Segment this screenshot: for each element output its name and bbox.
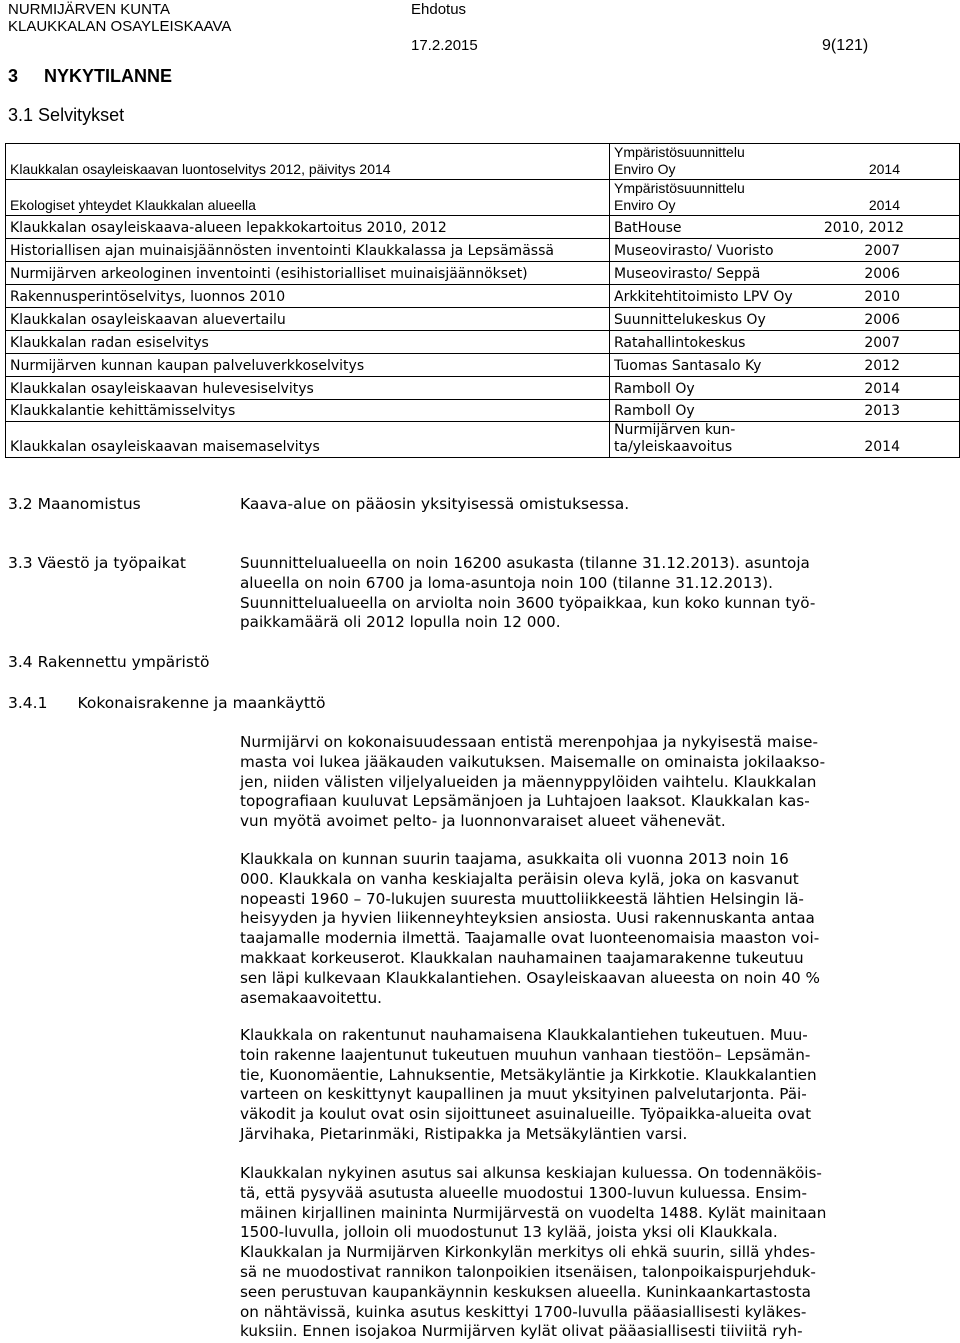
study-title: Ekologiset yhteydet Klaukkalan alueella [6, 180, 610, 216]
section-number: 3.1 [8, 105, 34, 125]
study-author-cont: Enviro Oy [614, 197, 676, 213]
text-line: Klaukkala on rakentunut nauhamaisena Klaukkalantiehen tukeutuen. Muu- [240, 1026, 808, 1044]
study-author-year [610, 216, 960, 239]
text-line: kuksiin. Ennen isojakoa Nurmijärven kylät olivat pääasiallisesti tiiviitä ryh- [240, 1322, 803, 1341]
study-author-year [610, 308, 960, 331]
section-3-1-heading [8, 105, 124, 126]
table-row [6, 354, 960, 377]
text-line: makkaat korkeuserot. Klaukkalan nauhamainen taajamarakenne tukeutuu [240, 948, 804, 967]
study-title: Nurmijärven arkeologinen inventointi (esihistorialliset muinaisjäännökset) [6, 262, 610, 285]
study-author: Nurmijärven kun- [614, 422, 736, 438]
study-author-year [610, 422, 960, 458]
study-year: 2012 [864, 358, 900, 374]
section-3-4-heading [8, 653, 210, 671]
table-row [6, 144, 960, 180]
section-title: Maanomistus [37, 495, 141, 513]
study-year: 2013 [864, 403, 900, 419]
study-author: Ympäristösuunnittelu [614, 144, 745, 160]
table-row [6, 216, 960, 239]
study-title: Klaukkalan osayleiskaava-alueen lepakkokartoitus 2010, 2012 [6, 216, 610, 239]
study-author: Ratahallintokeskus [614, 335, 746, 351]
study-year: 2010, 2012 [823, 220, 904, 236]
section-3-2-heading [8, 495, 141, 513]
table-row [6, 422, 960, 458]
study-author: BatHouse [614, 220, 682, 236]
text-line: Klaukkala on kunnan suurin taajama, asukkaita oli vuonna 2013 noin 16 [240, 850, 789, 868]
study-year: 2007 [864, 243, 900, 259]
section-number: 3.2 [8, 495, 33, 513]
study-author: Suunnittelukeskus Oy [614, 312, 766, 328]
study-year: 2006 [864, 312, 900, 328]
study-author: Arkkitehtitoimisto LPV Oy [614, 289, 793, 305]
study-title: Klaukkalan osayleiskaavan aluevertailu [6, 308, 610, 331]
section-title: Selvitykset [38, 105, 125, 125]
table-row [6, 377, 960, 400]
paragraph-3 [240, 1026, 872, 1145]
study-author-year [610, 354, 960, 377]
study-author: Ramboll Oy [614, 381, 695, 397]
text-line: mäinen kirjallinen maininta Nurmijärvestä on vuodelta 1488. Kylät mainitaan [240, 1203, 827, 1222]
text-line: jen, niiden välisten viljelyalueiden ja mäennyppylöiden vaihtelu. Klaukkalan [240, 772, 817, 791]
text-line: nopeasti 1960 – 70-lukujen suuresta muuttoliikkeestä lähtien Helsingin lä- [240, 889, 804, 908]
study-author-year [610, 180, 960, 216]
text-line: Suunnittelualueella on noin 16200 asukasta (tilanne 31.12.2013). asuntoja [240, 554, 810, 572]
table-row [6, 331, 960, 354]
text-line: paikkamäärä oli 2012 lopulla noin 12 000. [240, 613, 561, 632]
study-author-year [610, 239, 960, 262]
section-number: 3.4 [8, 653, 33, 671]
study-author-cont: ta/yleiskaavoitus [614, 439, 733, 455]
table-row [6, 239, 960, 262]
table-row [6, 308, 960, 331]
study-title: Klaukkalan osayleiskaavan luontoselvitys 2012, päivitys 2014 [6, 144, 610, 180]
study-year: 2006 [864, 266, 900, 282]
study-author: Ramboll Oy [614, 403, 695, 419]
section-3-3-heading [8, 554, 186, 572]
text-line: Nurmijärvi on kokonaisuudessaan entistä merenpohjaa ja nykyisestä maise- [240, 733, 818, 751]
header-date: 17.2.2015 [411, 37, 478, 54]
study-title: Klaukkalan radan esiselvitys [6, 331, 610, 354]
study-year: 2014 [868, 161, 900, 177]
study-title: Klaukkalan osayleiskaavan hulevesiselvitys [6, 377, 610, 400]
studies-table [5, 143, 960, 458]
text-line: asemakaavoitettu. [240, 988, 382, 1007]
text-line: tä, että pysyvää asutusta alueelle muodostui 1300-luvun kuluessa. Ensim- [240, 1183, 807, 1202]
section-3-3-text [240, 554, 872, 633]
study-author: Museovirasto/ Seppä [614, 266, 761, 282]
paragraph-1 [240, 733, 872, 832]
text-line: alueella on noin 6700 ja loma-asuntoja noin 100 (tilanne 31.12.2013). [240, 573, 773, 592]
study-author-cont: Enviro Oy [614, 161, 676, 177]
section-number: 3.4.1 [8, 694, 48, 712]
table-row [6, 285, 960, 308]
study-author-year [610, 262, 960, 285]
text-line: väkodit ja koulut ovat osin sijoittuneet asuinalueille. Työpaikka-alueita ovat [240, 1105, 812, 1124]
study-author-year [610, 285, 960, 308]
header-page: 9(121) [822, 37, 869, 54]
header-status: Ehdotus [411, 1, 467, 18]
study-author-year [610, 331, 960, 354]
study-year: 2007 [864, 335, 900, 351]
text-line: 1500-luvulla, jolloin oli muodostunut 13 kylää, joista yksi oli Klaukkala. [240, 1223, 778, 1242]
study-author: Ympäristösuunnittelu [614, 180, 745, 196]
text-line: Suunnittelualueella on arviolta noin 3600 työpaikkaa, kun koko kunnan työ- [240, 593, 816, 612]
header-plan: KLAUKKALAN OSAYLEISKAAVA [8, 18, 232, 35]
section-3-2-text: Kaava-alue on pääosin yksityisessä omistuksessa. [240, 495, 630, 513]
study-year: 2010 [864, 289, 900, 305]
table-row [6, 262, 960, 285]
section-3-heading [8, 66, 172, 87]
study-title: Klaukkalan osayleiskaavan maisemaselvitys [6, 422, 610, 458]
text-line: tie, Kuonomäentie, Lahnuksentie, Metsäkyläntie ja Kirkkotie. Klaukkalantien [240, 1065, 817, 1084]
text-line: varteen on keskittynyt kaupallinen ja muut yksityinen palvelutarjonta. Päi- [240, 1085, 807, 1104]
text-line: Järvihaka, Pietarinmäki, Ristipakka ja Metsäkyläntien varsi. [240, 1124, 688, 1143]
section-title: Rakennettu ympäristö [37, 653, 210, 671]
text-line: heisyyden ja hyvien liikenneyhteyksien ansiosta. Uusi rakennuskanta antaa [240, 909, 815, 928]
study-author: Tuomas Santasalo Ky [614, 358, 762, 374]
header-org: NURMIJÄRVEN KUNTA [8, 1, 170, 18]
table-row [6, 400, 960, 422]
study-author-year [610, 377, 960, 400]
section-number: 3.3 [8, 554, 33, 572]
paragraph-2 [240, 850, 872, 1008]
text-line: vun myötä avoimet pelto- ja luonnonvaraiset alueet vähenevät. [240, 812, 726, 831]
text-line: seen perustuvan kaupankäynnin keskuksen alueella. Kuninkaankartastosta [240, 1282, 811, 1301]
study-author-year [610, 400, 960, 422]
text-line: masta voi lukea jääkauden vaikutuksen. Maisemalle on ominaista jokilaakso- [240, 752, 826, 771]
study-title: Klaukkalantie kehittämisselvitys [6, 400, 610, 422]
text-line: on nähtävissä, kuinka asutus keskittyi 1700-luvulla pääasiallisesti kyläkes- [240, 1302, 807, 1321]
section-number: 3 [8, 66, 19, 86]
section-title: Kokonaisrakenne ja maankäyttö [77, 694, 326, 712]
study-year: 2014 [864, 439, 900, 455]
study-year: 2014 [864, 381, 900, 397]
section-title: NYKYTILANNE [44, 66, 173, 86]
study-year: 2014 [868, 197, 900, 213]
text-line: Klaukkalan ja Nurmijärven Kirkonkylän merkitys oli ehkä suurin, sillä yhdes- [240, 1243, 816, 1262]
study-author-year [610, 144, 960, 180]
study-title: Nurmijärven kunnan kaupan palveluverkkoselvitys [6, 354, 610, 377]
text-line: sä ne muodostivat rannikon talonpoikien itsenäisen, talonpoikaispurjehduk- [240, 1262, 816, 1281]
text-line: toin rakenne laajentunut tukeutuen muuhun vanhaan tiestöön– Lepsämän- [240, 1045, 811, 1064]
text-line: Klaukkalan nykyinen asutus sai alkunsa keskiajan kuluessa. On todennäköis- [240, 1164, 822, 1182]
text-line: sen läpi kulkevaan Klaukkalantiehen. Osayleiskaavan alueesta on noin 40 % [240, 968, 820, 987]
text-line: taajamalle modernia ilmettä. Taajamalle ovat luonteenomaisia maaston voi- [240, 929, 820, 948]
study-author: Museovirasto/ Vuoristo [614, 243, 774, 259]
study-title: Rakennusperintöselvitys, luonnos 2010 [6, 285, 610, 308]
text-line: 000. Klaukkala on vanha keskiajalta peräisin oleva kylä, joka on kasvanut [240, 869, 799, 888]
table-row [6, 180, 960, 216]
paragraph-4 [240, 1164, 872, 1342]
section-title: Väestö ja työpaikat [37, 554, 186, 572]
section-3-4-1-heading [8, 694, 326, 712]
study-title: Historiallisen ajan muinaisjäännösten inventointi Klaukkalassa ja Lepsämässä [6, 239, 610, 262]
text-line: topografiaan kuuluvat Lepsämänjoen ja Luhtajoen laaksot. Klaukkalan kas- [240, 792, 810, 811]
